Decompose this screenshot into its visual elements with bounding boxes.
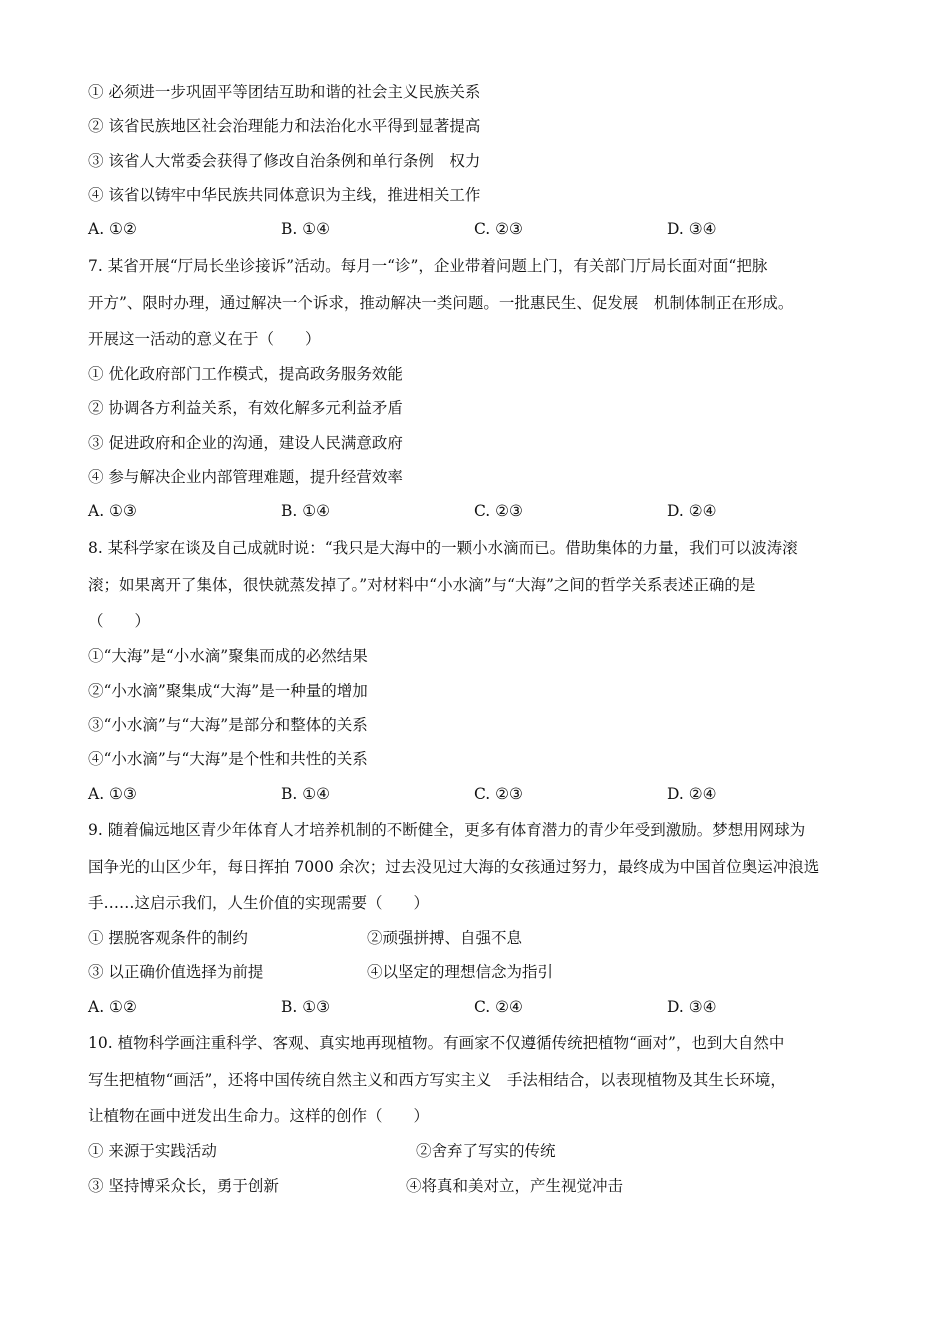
q7-option-a[interactable]: A. ①③ bbox=[88, 502, 137, 520]
q9-statements-row-1 bbox=[88, 927, 848, 949]
q8-statement-1: ①“大海”是“小水滴”聚集而成的必然结果 bbox=[88, 647, 368, 665]
q9-statements-row-2 bbox=[88, 961, 848, 983]
q10-stem-line-2: 写生把植物“画活”，还将中国传统自然主义和西方写实主义 手法相结合，以表现植物及其生长环境， bbox=[88, 1071, 786, 1089]
q7-option-c[interactable]: C. ②③ bbox=[474, 502, 523, 520]
q6-option-c[interactable]: C. ②③ bbox=[474, 220, 523, 238]
q6-options bbox=[88, 218, 848, 240]
q8-option-d[interactable]: D. ②④ bbox=[667, 785, 717, 803]
q7-stem-line-1: 7. 某省开展“厅局长坐诊接诉”活动。每月一“诊”，企业带着问题上门，有关部门厅局长面对面“把脉 bbox=[88, 257, 768, 275]
q7-option-d[interactable]: D. ②④ bbox=[667, 502, 717, 520]
q6-option-d[interactable]: D. ③④ bbox=[667, 220, 717, 238]
q8-stem-line-1: 8. 某科学家在谈及自己成就时说：“我只是大海中的一颗小水滴而已。借助集体的力量，我们可以波涛滚 bbox=[88, 539, 798, 557]
q7-statement-2: ② 协调各方利益关系，有效化解多元利益矛盾 bbox=[88, 399, 403, 417]
q9-stem-line-2: 国争光的山区少年，每日挥拍 7000 余次；过去没见过大海的女孩通过努力，最终成为中国首位奥运冲浪选 bbox=[88, 858, 820, 876]
q6-statement-2: ② 该省民族地区社会治理能力和法治化水平得到显著提高 bbox=[88, 117, 481, 135]
q9-stem-line-3: 手……这启示我们，人生价值的实现需要（ ） bbox=[88, 894, 430, 912]
q7-option-b[interactable]: B. ①④ bbox=[281, 502, 331, 520]
q9-statement-1: ① 摆脱客观条件的制约 bbox=[88, 929, 248, 947]
q10-statements-row-2 bbox=[88, 1175, 848, 1197]
q8-options bbox=[88, 783, 848, 805]
q8-statement-2: ②“小水滴”聚集成“大海”是一种量的增加 bbox=[88, 682, 368, 700]
q7-stem-line-3: 开展这一活动的意义在于（ ） bbox=[88, 330, 321, 348]
q6-statement-3: ③ 该省人大常委会获得了修改自治条例和单行条例 权力 bbox=[88, 152, 481, 170]
q9-stem-line-1: 9. 随着偏远地区青少年体育人才培养机制的不断健全，更多有体育潜力的青少年受到激励。梦想用网球为 bbox=[88, 821, 806, 839]
q8-stem-line-2: 滚；如果离开了集体，很快就蒸发掉了。”对材料中“小水滴”与“大海”之间的哲学关系表述正确的是 bbox=[88, 576, 756, 594]
q10-stem-line-3: 让植物在画中迸发出生命力。这样的创作（ ） bbox=[88, 1107, 430, 1125]
q8-option-a[interactable]: A. ①③ bbox=[88, 785, 137, 803]
q8-stem-line-3: （ ） bbox=[88, 612, 151, 630]
q9-statement-4: ④以坚定的理想信念为指引 bbox=[367, 963, 554, 981]
q9-option-c[interactable]: C. ②④ bbox=[474, 998, 523, 1016]
q10-stem-line-1: 10. 植物科学画注重科学、客观、真实地再现植物。有画家不仅遵循传统把植物“画对”，也到大自然中 bbox=[88, 1034, 785, 1052]
q7-stem-line-2: 开方”、限时办理，通过解决一个诉求，推动解决一类问题。一批惠民生、促发展 机制体制正在形成。 bbox=[88, 294, 794, 312]
q9-statement-3: ③ 以正确价值选择为前提 bbox=[88, 963, 264, 981]
q8-option-c[interactable]: C. ②③ bbox=[474, 785, 523, 803]
q7-statement-4: ④ 参与解决企业内部管理难题，提升经营效率 bbox=[88, 468, 403, 486]
q10-statements-row-1 bbox=[88, 1140, 848, 1162]
q7-options bbox=[88, 500, 848, 522]
q10-statement-2: ②舍弃了写实的传统 bbox=[416, 1142, 556, 1160]
q7-statement-1: ① 优化政府部门工作模式，提高政务服务效能 bbox=[88, 365, 403, 383]
q9-statement-2: ②顽强拼搏、自强不息 bbox=[367, 929, 523, 947]
q8-option-b[interactable]: B. ①④ bbox=[281, 785, 331, 803]
q10-statement-3: ③ 坚持博采众长，勇于创新 bbox=[88, 1177, 279, 1195]
q7-statement-3: ③ 促进政府和企业的沟通，建设人民满意政府 bbox=[88, 434, 403, 452]
q6-option-a[interactable]: A. ①② bbox=[88, 220, 137, 238]
q10-statement-1: ① 来源于实践活动 bbox=[88, 1142, 217, 1160]
q9-option-a[interactable]: A. ①② bbox=[88, 998, 137, 1016]
q10-statement-4: ④将真和美对立，产生视觉冲击 bbox=[406, 1177, 624, 1195]
q9-options bbox=[88, 996, 848, 1018]
q8-statement-4: ④“小水滴”与“大海”是个性和共性的关系 bbox=[88, 750, 368, 768]
q9-option-b[interactable]: B. ①③ bbox=[281, 998, 331, 1016]
q6-statement-4: ④ 该省以铸牢中华民族共同体意识为主线，推进相关工作 bbox=[88, 186, 481, 204]
q6-option-b[interactable]: B. ①④ bbox=[281, 220, 331, 238]
q9-option-d[interactable]: D. ③④ bbox=[667, 998, 717, 1016]
q8-statement-3: ③“小水滴”与“大海”是部分和整体的关系 bbox=[88, 716, 368, 734]
q6-statement-1: ① 必须进一步巩固平等团结互助和谐的社会主义民族关系 bbox=[88, 83, 481, 101]
